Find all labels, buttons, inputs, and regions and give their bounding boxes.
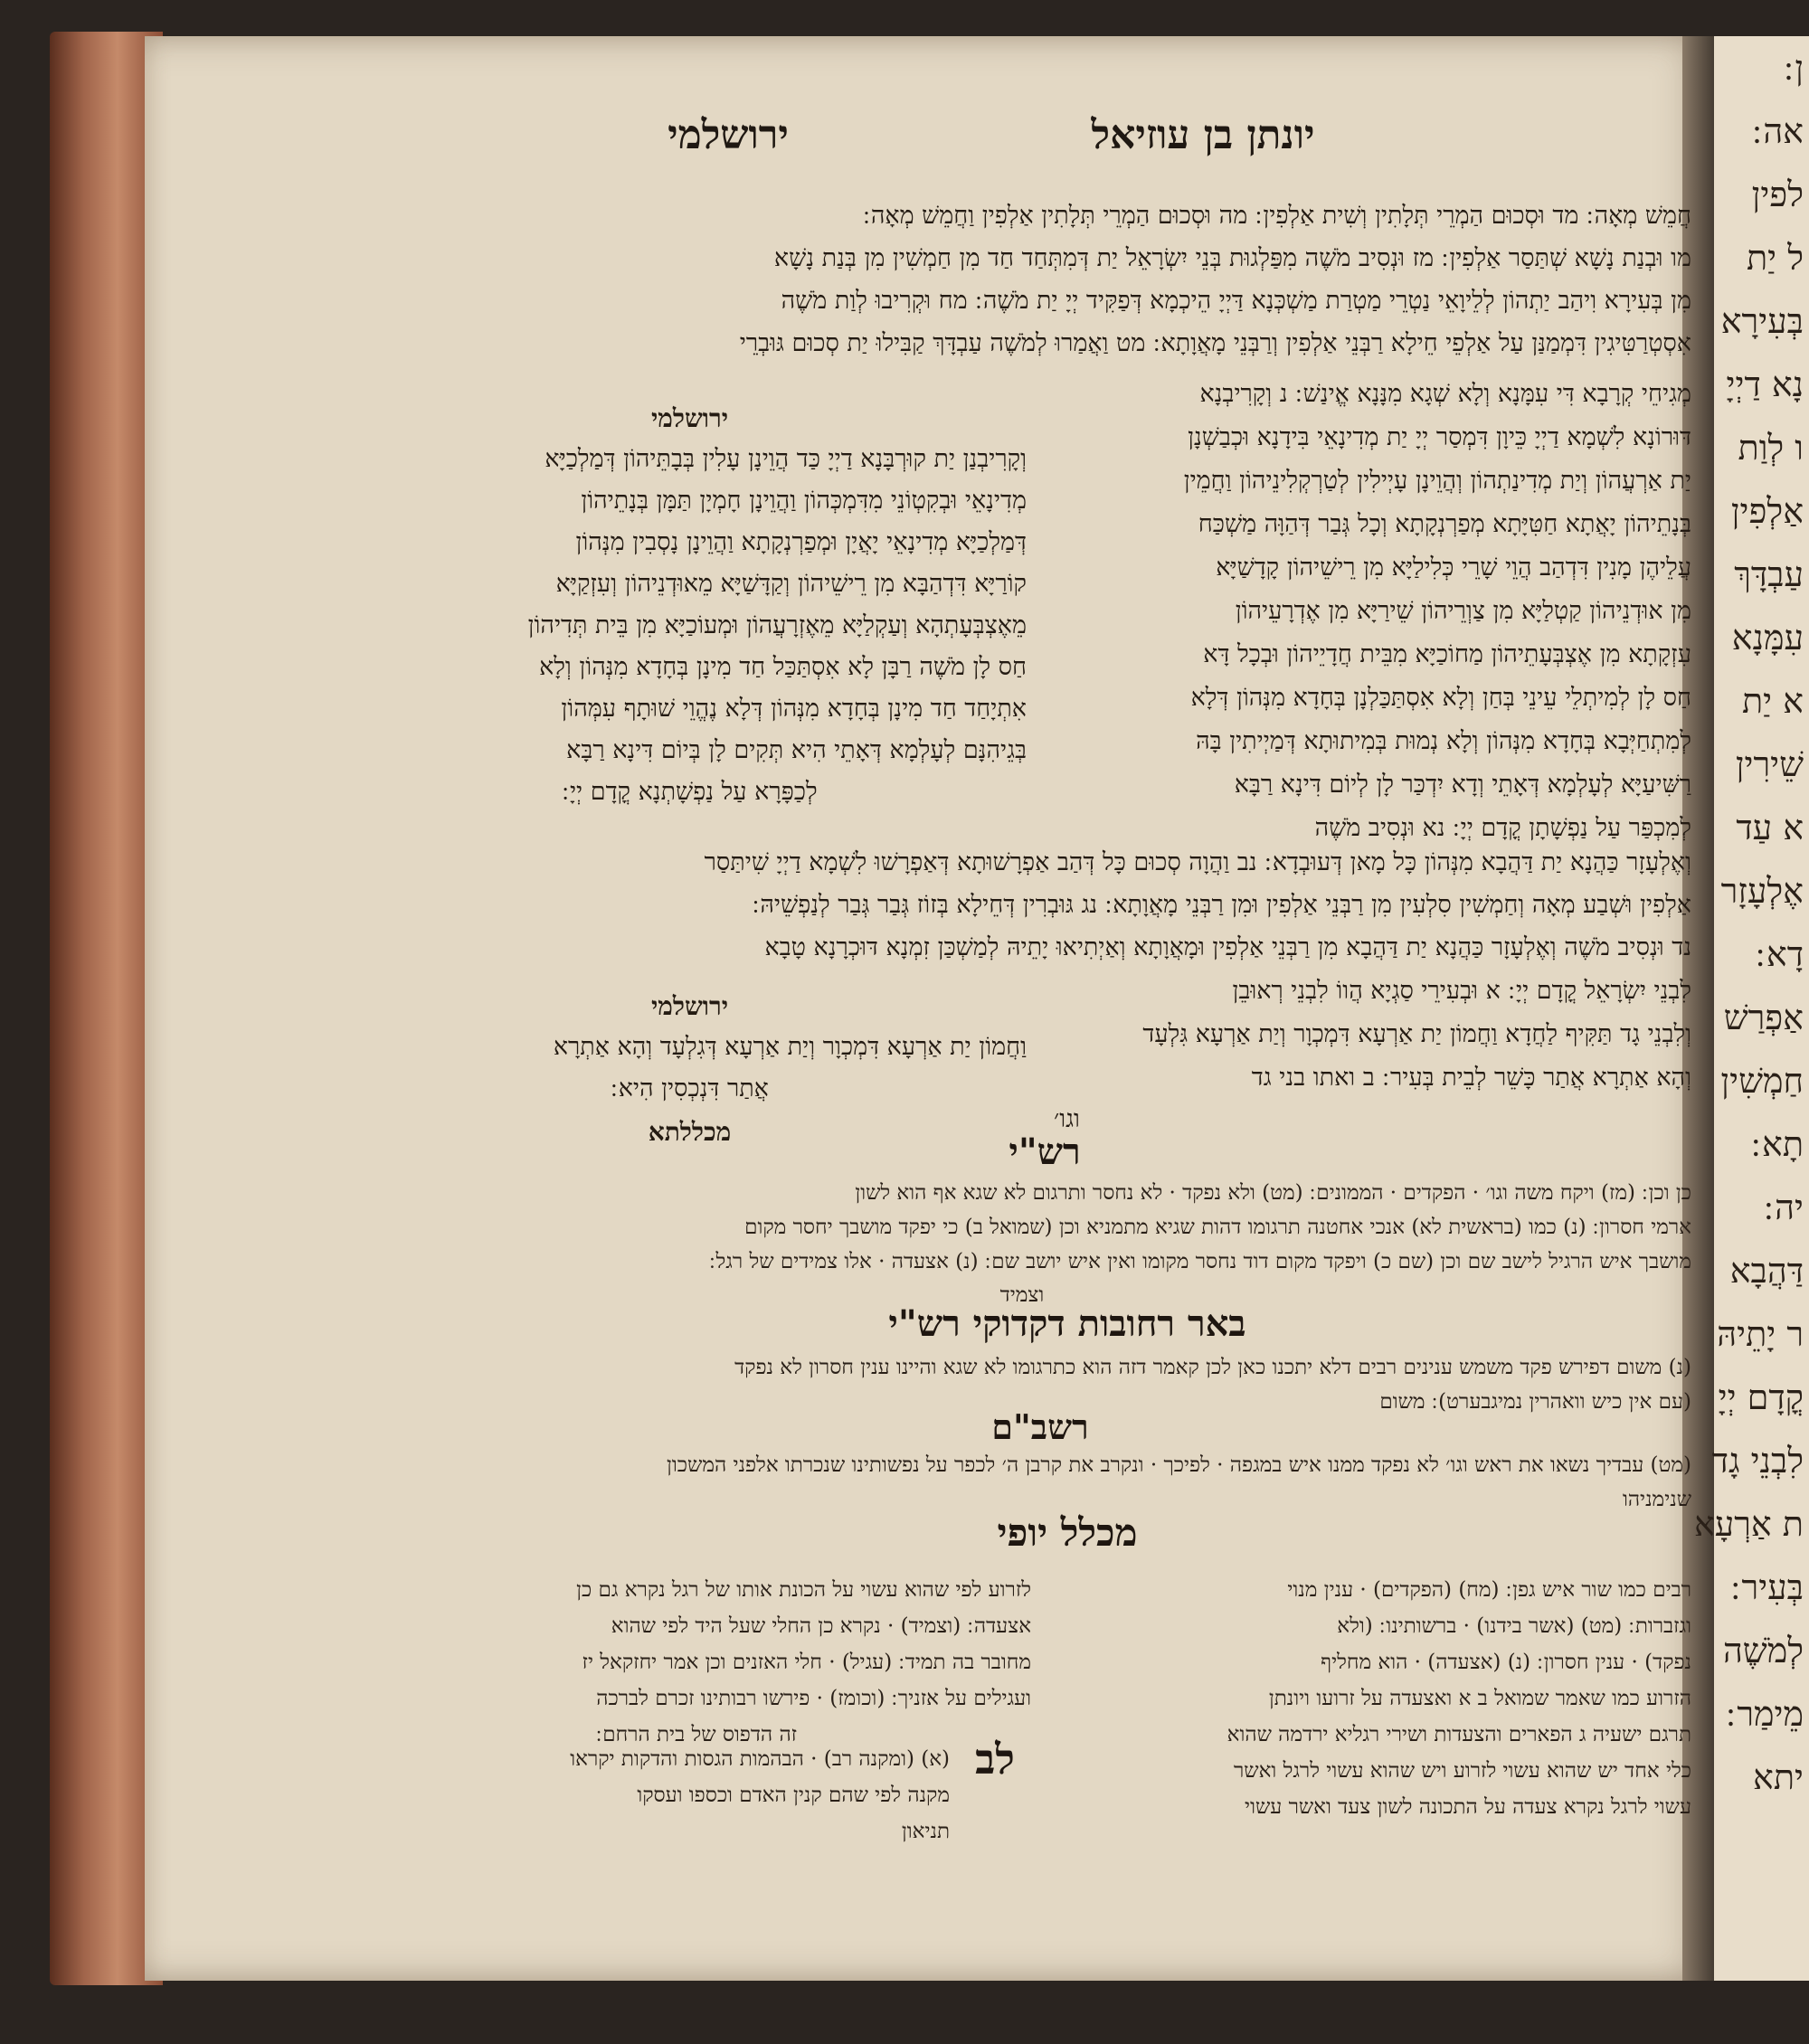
targum-middle-block bbox=[353, 841, 1691, 969]
facing-line: לפין bbox=[1751, 175, 1804, 214]
text-line: וגזברות ׃ (מט) (אשר בידנו) · ברשותינו ׃ (ולא bbox=[1337, 1614, 1691, 1638]
header-yerushalmi: ירושלמי bbox=[668, 112, 789, 158]
text-line: וְלִבְנֵי גָד תַּקִּיף לַחֲדָא וַחֲמוֹן יַת אַרְעָא דִּמְכְוָר וְיַת אַרְעָא גִּלְעָד bbox=[1142, 1020, 1691, 1048]
text-line: מֵאֶצְבְּעָתְהָא וְעַקְלַיָּא מֵאֶזְרָעֲהוֹן וּמְעוֹכַיָּא מִן בֵּית תְּדִיהוֹן bbox=[527, 611, 1027, 639]
lev-marker: לב bbox=[975, 1735, 1015, 1784]
facing-line: בְּעִירָא bbox=[1720, 301, 1804, 341]
facing-line: ן ׃ bbox=[1784, 48, 1804, 88]
facing-line: שֵׁירִין bbox=[1735, 744, 1804, 784]
facing-line: עַבְדָּךְ bbox=[1734, 554, 1804, 594]
yerushalmi-column-1 bbox=[353, 398, 1027, 813]
text-line: מְגִיחֵי קְרָבָא דִּי עִמָּנָא וְלָא שְׁגָא מִנָּנָא אֱינַשׁ ׃ נ וְקָרִיבְנָא bbox=[1199, 380, 1691, 408]
yonatan-column bbox=[1045, 373, 1691, 850]
facing-line: יה ׃ bbox=[1764, 1188, 1804, 1227]
text-line: מחובר בה תמיד ׃ (עגיל) · חלי האזנים וכן אמר יחזקאל יז bbox=[582, 1651, 1031, 1674]
facing-line: נָא דַיְיָ bbox=[1726, 364, 1804, 404]
facing-line: א יַת bbox=[1741, 681, 1804, 721]
rashi-block bbox=[353, 1176, 1691, 1311]
yerushalmi-heading: ירושלמי bbox=[650, 403, 729, 433]
text-line: שנימניהו bbox=[1622, 1488, 1691, 1511]
text-line: חַס לָן מֹשֶׁה רַבָּן לָא אִסְתַּכַּל חַד מִינָן בְּחָדָא מִנְּהוֹן וְלָא bbox=[539, 653, 1027, 681]
facing-line: ל יַת bbox=[1747, 238, 1804, 278]
text-line: ארמי חסרון ׃ (נ) כמו (בראשית לא) אנכי אחטנה תרגומו דהות שגיא מתמניא וכן (שמואל ב) כי יפקד מושבך יחסר מקום bbox=[744, 1216, 1691, 1239]
text-line: לִבְנֵי יִשְׂרָאֵל קֳדָם יְיָ ׃ א וּבְעִירֵי סַגְיָא הֲווֹ לִבְנֵי רְאוּבֵן bbox=[1232, 977, 1691, 1005]
text-line: עשוי לרגל נקרא צעדה על התכונה לשון צעד ואשר עשוי bbox=[1245, 1795, 1691, 1819]
michlal-title: מכלל יופי bbox=[997, 1510, 1138, 1555]
facing-line: אה ׃ bbox=[1752, 111, 1804, 151]
text-line: כלי אחד יש שהוא עשוי לזרוע ויש שהוא עשוי לרגל ואשר bbox=[1233, 1759, 1691, 1783]
targum-top-block bbox=[353, 194, 1691, 364]
facing-page-edge bbox=[1693, 36, 1809, 1981]
text-line: רבים כמו שור איש גפן ׃ (מח) (הפקדים) · ענין מנוי bbox=[1287, 1578, 1691, 1602]
text-line: רַשִּׁיעַיָּא לְעָלְמָא דְּאָתֵי וְדָא יִדְכַּר לָן לְיוֹם דִּינָא רַבָּא bbox=[1234, 771, 1691, 799]
text-line: מִן אוּדְנֵיהוֹן קַטְלַיָּא מִן צַוְרֵיהוֹן שֵׁירַיָּא מִן אֶדְרָעֵיהוֹן bbox=[1235, 597, 1691, 625]
text-line: דְּמַלְכַיָּא מְדִינָאֵי יָאֲיָן וּמְפַרְנְקָתָא וַהֲוֵינָן נָסְבִין מִנְּהוֹן bbox=[575, 528, 1027, 556]
rashbam-block bbox=[353, 1447, 1691, 1516]
facing-line: קֳדָם יְיָ bbox=[1718, 1377, 1804, 1417]
text-line: אַלְפִין וּשְׁבַע מְאָה וְחַמְשִׁין סִלְעִין מִן רַבְּנֵי אַלְפִין וּמִן רַבְּנֵי מָאֲוָתָא ׃ נג גּוּבְרִין דְּחֵילָא בְּזוֹז גְּבַר גְּבַר לְנַפְשֵׁיהּ ׃ bbox=[752, 891, 1691, 919]
text-line: עִזְקָתָא מִן אֶצְבְּעָתֵיהוֹן מַחוֹכַיָּא מִבֵּית חֲדָיֵיהוֹן וּבְכָל דָּא bbox=[1203, 640, 1691, 668]
yerushalmi-heading: ירושלמי bbox=[650, 991, 729, 1021]
text-line: (עם אין כיש וואהרין נמיגבערט) ׃ משום bbox=[1379, 1390, 1691, 1414]
text-line: (מט) עבדיך נשאו את ראש וגו׳ לא נפקד ממנו איש במגפה · לפיכך · ונקרב את קרבן ה׳ לכפר על נפשותינו שנכרתו אלפני המשכון bbox=[667, 1453, 1691, 1477]
facing-line: מֵימַר ׃ bbox=[1726, 1694, 1804, 1734]
text-line: תרגם ישעיה ג הפארים והצעדות ושירי רגליא ירדמה שהוא bbox=[1227, 1723, 1691, 1746]
text-line: מִן בְּעִירָא וִיהַב יַתְהוֹן לְלֵיוָאֵי נַטְרֵי מַטְרַת מַשְׁכְּנָא דַּיְיָ הֵיכְמָא דְּפַקִּיד יְיָ יַת מֹשֶׁה ׃ מח וּקְרִיבוּ לְוַת מֹשֶׁה bbox=[781, 287, 1691, 315]
facing-line: יתא bbox=[1753, 1757, 1804, 1797]
facing-line: דָא ׃ bbox=[1755, 934, 1804, 974]
facing-line: אֶלְעָזָר bbox=[1720, 871, 1804, 911]
text-line: מו וּבְנַת נָשָׁא שְׁתַּסַר אַלְפִין ׃ מז וּנְסִיב מֹשֶׁה מִפַּלְגוּת בְּנֵי יִשְׂרָאֵל יַת דְּמִתְּחַד חַד מִן חַמְשִׁין מִן בְּנַת נָשָׁא bbox=[773, 244, 1691, 272]
header-yonatan: יונתן בן עוזיאל bbox=[1091, 112, 1315, 158]
text-line: מושבך איש הרגיל לישב שם וכן (שם כ) ויפקד מקום דוד נחסר מקומו ואין איש יושב שם ׃ (נ) אצעדה · אלו צמידים של רגל ׃ bbox=[709, 1250, 1691, 1273]
text-line: אֲתַר דִּנְכְסִין הִיא ׃ bbox=[611, 1074, 769, 1102]
facing-line: בְּעִיר ׃ bbox=[1730, 1567, 1804, 1607]
text-line: בְּגֵיהִנָּם לְעָלְמָא דְּאָתֵי הִיא תְּקִים לָן בְּיוֹם דִּינָא רַבָּא bbox=[566, 736, 1027, 764]
text-line: כן וכן ׃ (מז) ויקח משה וגו׳ · הפקדים · הממונים ׃ (מט) ולא נפקד · לא נחסר ותרגום לא שגא אף הוא לשון bbox=[855, 1181, 1691, 1205]
rashi-title: רש"י bbox=[1009, 1131, 1081, 1173]
text-line: עֲלֵיהֶן מָנִין דִּדְהַב הֲוֵי שָׁרֵי כְּלִילַיָּא מִן רֵישֵׁיהוֹן קָדָשַׁיָּא bbox=[1216, 554, 1691, 582]
text-line: חַס לָן לְמִיתְלֵי עֵינֵי בְּחַן וְלָא אִסְתַּכַּלְנָן בְּחָדָא מִנְּהוֹן דְּלָא bbox=[1190, 684, 1691, 712]
text-line: לְכַפָּרָא עַל נַפְשָׁתְנָא קֳדָם יְיָ ׃ bbox=[562, 778, 818, 806]
text-line: ועגילים על אזניך ׃ (וכומז) · פירשו רבותינו זכרם לברכה bbox=[596, 1687, 1031, 1710]
text-line: בְּנָתֵיהוֹן יָאֲתָא חַטִּיָּתָא מְפַרְנְקָתָא וְכָל גְּבַר דְּהַוָּה מַשְׁכַּח bbox=[1198, 510, 1691, 538]
facing-line: לִבְנֵי גָד bbox=[1711, 1441, 1804, 1481]
text-line: נפקד) · ענין חסרון ׃ (נ) (אצעדה) · הוא מחליף bbox=[1321, 1651, 1691, 1674]
text-line: (נ) משום דפירש פקד משמש ענינים רבים דלא יתכנו כאן לכן קאמר דזה הוא כתרגומו לא שגא והיינו ענין חסרון לא נפקד bbox=[734, 1356, 1691, 1379]
text-line: דּוּרוֹנָא לִשְׁמָא דַיְיָ כֵּיוָן דִּמְסַר יְיָ יַת מְדִינָאֵי בִּידָנָא וּכְבַשְׁנָן bbox=[1188, 423, 1691, 451]
facing-line: אַלְפִין bbox=[1730, 491, 1804, 531]
text-line: זה הדפוס של בית הרחם ׃ bbox=[595, 1723, 798, 1746]
text-line: הזרוע כמו שאמר שמואל ב א ואצעדה על זרועו ויונתן bbox=[1268, 1687, 1691, 1710]
text-line: אִתְיָחַד חַד מִינָן בְּחָדָא מִנְּהוֹן דְּלָא נֶהֱוֵי שׁוּתָף עִמְּהוֹן bbox=[561, 695, 1027, 723]
text-line: וְאֶלְעָזָר כַּהֲנָא יַת דַּהֲבָא מִנְּהוֹן כָּל מָאן דְּעוּבְדָא ׃ נב וַהֲוָה סְכוּם כָּל דְּהַב אַפְרָשׁוּתָא דְּאַפְרָשׁוּ לִשְׁמָא דַיְיָ שִׁיתַּסַר bbox=[704, 848, 1691, 876]
mechilta-tag: מכללתא bbox=[648, 1117, 732, 1147]
text-line: לְמִכְפַּר עַל נַפְשָׁתָן קֳדָם יְיָ ׃ נא וּנְסִיב מֹשֶׁה bbox=[1314, 814, 1691, 842]
facing-line: ר יָתֵיהּ bbox=[1717, 1314, 1804, 1354]
text-line: וגו׳ bbox=[1054, 1105, 1080, 1133]
text-line: נד וּנְסִיב מֹשֶׁה וְאֶלְעָזָר כַּהֲנָא יַת דַּהֲבָא מִן רַבְּנֵי אַלְפִין וּמָאֲוָתָא וְאַיְתִיאוּ יָתֵיהּ לְמַשְׁכַּן זִמְנָא דּוּכְרָנָא טָבָא bbox=[764, 933, 1691, 961]
facing-line: ת אַרְעָא bbox=[1693, 1504, 1804, 1544]
text-line: מקנה לפי שהם קנין האדם וכספו ועסקו bbox=[637, 1784, 950, 1807]
text-line: לזרוע לפי שהוא עשוי על הכונת אותו של רגל נקרא גם כן bbox=[576, 1578, 1031, 1602]
michlal-left-column bbox=[362, 1572, 1031, 1753]
text-line: קוֹרַיָּא דִּדְהַבָּא מִן רֵישֵׁיהוֹן וְקַדָּשַׁיָּא מֵאוּדְנֵיהוֹן וְעִזְקַיָּא bbox=[555, 570, 1027, 598]
text-line: וְהָא אַתְרָא אֲתַר כָּשֵׁר לְבֵית בְּעִיר ׃ ב ואתו בני גד bbox=[1251, 1064, 1691, 1092]
facing-line: עִמָּנָא bbox=[1731, 618, 1804, 658]
facing-line: תָא ׃ bbox=[1750, 1124, 1804, 1164]
yerushalmi-column-2 bbox=[353, 986, 1027, 1155]
facing-line: ו לְוַת bbox=[1738, 428, 1804, 468]
text-line: אצעדה ׃ (וצמיד) · נקרא כן החלי שעל היד לפי שהוא bbox=[611, 1614, 1031, 1638]
yonatan-column-2 bbox=[1045, 970, 1691, 1140]
text-line: וַחֲמוֹן יַת אַרְעָא דִּמְכְוָר וְיַת אַרְעָא דְּגִלְעָד וְהָא אַתְרָא bbox=[553, 1033, 1027, 1061]
michlal-lev-block bbox=[362, 1741, 950, 1850]
text-line: תניאון bbox=[901, 1820, 950, 1843]
facing-line: חַמְשִׁין bbox=[1720, 1061, 1804, 1101]
facing-line: דַּהֲבָא bbox=[1729, 1251, 1804, 1291]
facing-line: א עַד bbox=[1736, 808, 1804, 847]
beer-title: באר רחובות דקדוקי רש"י bbox=[888, 1302, 1246, 1345]
text-line: יַת אַרְעֲהוֹן וְיַת מְדִינַתְהוֹן וְהֲוֵינָן עָיְילִין לְטַרְקְלִינֵיהוֹן וַחֲמֵין bbox=[1183, 467, 1691, 495]
michlal-right-column bbox=[1049, 1572, 1691, 1825]
facing-line: אַפְרַשׁ bbox=[1723, 998, 1804, 1037]
rashbam-title: רשב"ם bbox=[991, 1406, 1089, 1447]
text-line: חֲמֵשׁ מְאָה ׃ מד וּסְכוּם הַמְרֵי תְּלָתִין וְשִׁית אַלְפִין ׃ מה וּסְכוּם הַמְרֵי תְּלָתִין אַלְפִין וַחֲמֵשׁ מְאָה ׃ bbox=[863, 202, 1691, 230]
text-line: וְקָרִיבְנַן יַת קוּרְבָּנָא דַיְיָ כַּד הֲוֵינָן עָלִין בְּבָתֵּיהוֹן דְּמַלְכַיָּא bbox=[545, 445, 1027, 473]
text-line: אִסְטְרַטִּיגִין דִּמְמַנַּן עַל אַלְפֵי חֵילָא רַבְּנֵי אַלְפִין וְרַבְּנֵי מָאֲוָתָא ׃ מט וַאֲמַרוּ לְמֹשֶׁה עַבְדָּךְ קַבִּילוּ יַת סְכוּם גּוּבְרֵי bbox=[739, 329, 1691, 357]
text-line: לְמִתְחַיְּבָא בְּחָדָא מִנְּהוֹן וְלָא נְמוּת בְּמִיתוּתָא דְּמַיְיתִין בָּהּ bbox=[1196, 727, 1691, 755]
text-line: מְדִינָאֵי וּבְקִטְוֹנֵי מִדִּמְכְּהוֹן וַהֲוֵינָן חָמְיָן תַּמָּן בְּנָתֵיהוֹן bbox=[581, 487, 1027, 515]
text-line: (א) (ומקנה רב) · הבהמות הגסות והדקות יקראו bbox=[570, 1747, 950, 1771]
text-line: וצמיד bbox=[999, 1283, 1045, 1307]
facing-line: לְמֹשֶׁה bbox=[1722, 1631, 1804, 1670]
